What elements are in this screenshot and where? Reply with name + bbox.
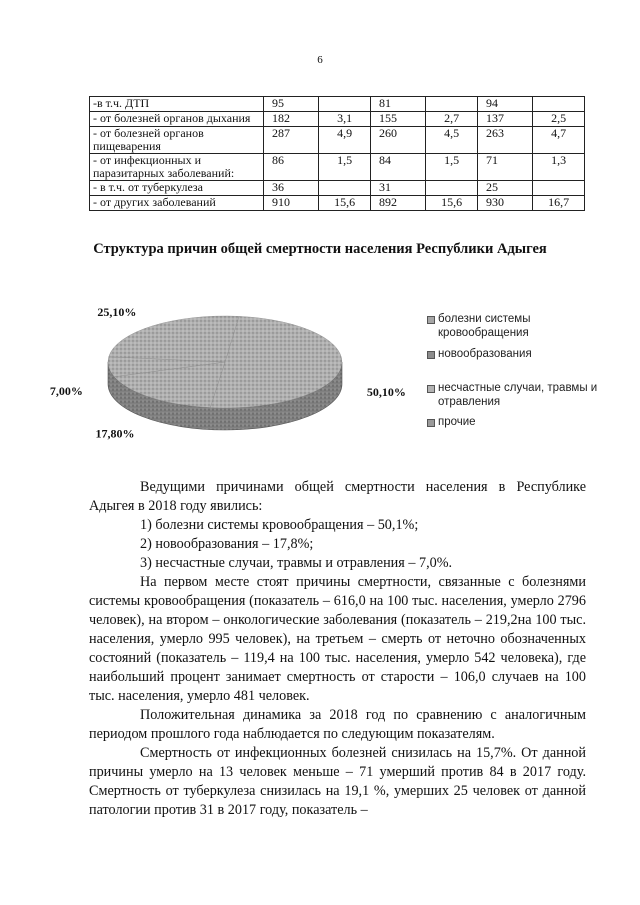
percent-cell: 2,7 xyxy=(426,112,478,127)
count-cell: 260 xyxy=(370,127,425,154)
percent-cell xyxy=(319,181,371,196)
percent-cell xyxy=(426,181,478,196)
percent-cell: 4,7 xyxy=(533,127,585,154)
paragraph-dynamics: Положительная динамика за 2018 год по сравнению с аналогичным периодом прошлого года наблюдается по следующим показателям. xyxy=(89,707,586,742)
legend-item-other xyxy=(427,415,607,429)
percent-cell: 1,5 xyxy=(426,154,478,181)
percent-cell: 16,7 xyxy=(533,196,585,211)
body-text xyxy=(89,478,586,820)
count-cell: 86 xyxy=(264,154,319,181)
count-cell: 95 xyxy=(264,97,319,112)
row-label: - в т.ч. от туберкулеза xyxy=(90,181,264,196)
row-label: -в т.ч. ДТП xyxy=(90,97,264,112)
paragraph-infections: Смертность от инфекционных болезней снизилась на 15,7%. От данной причины умерло на 13 человек меньше – 71 умерший против 84 в 2017 году. Смертность от туберкулеза снизилась на 19,1 %, умерших 25 человек от данной патологии против 31 в 2017 году, показатель – xyxy=(89,745,586,818)
slice-percent-label: 25,10% xyxy=(97,304,137,319)
paragraph-leading-causes: Ведущими причинами общей смертности населения в Республике Адыгея в 2018 году явились: xyxy=(89,479,586,514)
count-cell: 36 xyxy=(264,181,319,196)
legend-swatch xyxy=(427,351,435,359)
legend-swatch xyxy=(427,316,435,324)
list-item: 3) несчастные случаи, травмы и отравления – 7,0%. xyxy=(140,555,453,571)
list-item: 2) новообразования – 17,8%; xyxy=(140,536,314,552)
count-cell: 31 xyxy=(370,181,425,196)
row-label: - от болезней органов пищеварения xyxy=(90,127,264,154)
pie-chart xyxy=(49,300,410,450)
slice-percent-label: 50,10% xyxy=(366,384,406,399)
chart-title: Структура причин общей смертности населения Республики Адыгея xyxy=(93,241,547,257)
legend-swatch xyxy=(427,385,435,393)
table-row xyxy=(90,97,585,112)
count-cell: 25 xyxy=(477,181,532,196)
percent-cell xyxy=(319,97,371,112)
slice-percent-label: 7,00% xyxy=(49,383,83,398)
row-label: - от болезней органов дыхания xyxy=(90,112,264,127)
percent-cell: 2,5 xyxy=(533,112,585,127)
count-cell: 263 xyxy=(477,127,532,154)
count-cell: 287 xyxy=(264,127,319,154)
count-cell: 84 xyxy=(370,154,425,181)
count-cell: 137 xyxy=(477,112,532,127)
percent-cell: 1,5 xyxy=(319,154,371,181)
percent-cell: 1,3 xyxy=(533,154,585,181)
percent-cell: 4,9 xyxy=(319,127,371,154)
pie-slices xyxy=(108,316,342,408)
percent-cell: 4,5 xyxy=(426,127,478,154)
percent-cell: 3,1 xyxy=(319,112,371,127)
table-row xyxy=(90,112,585,127)
percent-cell: 15,6 xyxy=(319,196,371,211)
percent-cell xyxy=(533,97,585,112)
count-cell: 81 xyxy=(370,97,425,112)
table-row xyxy=(90,127,585,154)
legend-label: прочие xyxy=(438,416,476,428)
paragraph-ranking: На первом месте стоят причины смертности, связанные с болезнями системы кровообращения (показатель – 616,0 на 100 тыс. населения, умерло 2796 человек), на втором – онкологические заболевания (показатель – 219,2на 100 тыс. населения, умерло 995 человек), на третьем – смерть от неточно обозначенных состояний (показатель – 119,4 на 100 тыс. населения, умерло 542 человека), где наибольший процент занимает смертность от старости – 106,0 случаев на 100 тыс. населения, умерло 481 человек. xyxy=(89,574,586,704)
slice-percent-label: 17,80% xyxy=(95,426,135,441)
legend-swatch xyxy=(427,419,435,427)
page-number: 6 xyxy=(317,54,323,66)
legend-label: несчастные случаи, травмы и отравления xyxy=(438,382,598,408)
count-cell: 930 xyxy=(477,196,532,211)
list-item: 1) болезни системы кровообращения – 50,1%; xyxy=(140,517,419,533)
percent-cell xyxy=(426,97,478,112)
count-cell: 94 xyxy=(477,97,532,112)
count-cell: 155 xyxy=(370,112,425,127)
count-cell: 71 xyxy=(477,154,532,181)
legend-label: новообразования xyxy=(438,348,532,360)
table-row xyxy=(90,154,585,181)
legend-item-accidents xyxy=(427,381,607,409)
percent-cell xyxy=(533,181,585,196)
legend-label: болезни системы кровообращения xyxy=(438,313,531,339)
legend-item-circulatory xyxy=(427,312,607,340)
legend-item-neoplasms xyxy=(427,347,607,361)
row-label: - от инфекционных и паразитарных заболеваний: xyxy=(90,154,264,181)
percent-cell: 15,6 xyxy=(426,196,478,211)
mortality-table xyxy=(89,96,585,211)
count-cell: 910 xyxy=(264,196,319,211)
count-cell: 182 xyxy=(264,112,319,127)
pie-slice xyxy=(109,316,239,362)
row-label: - от других заболеваний xyxy=(90,196,264,211)
table-row xyxy=(90,196,585,211)
table-row xyxy=(90,181,585,196)
count-cell: 892 xyxy=(370,196,425,211)
